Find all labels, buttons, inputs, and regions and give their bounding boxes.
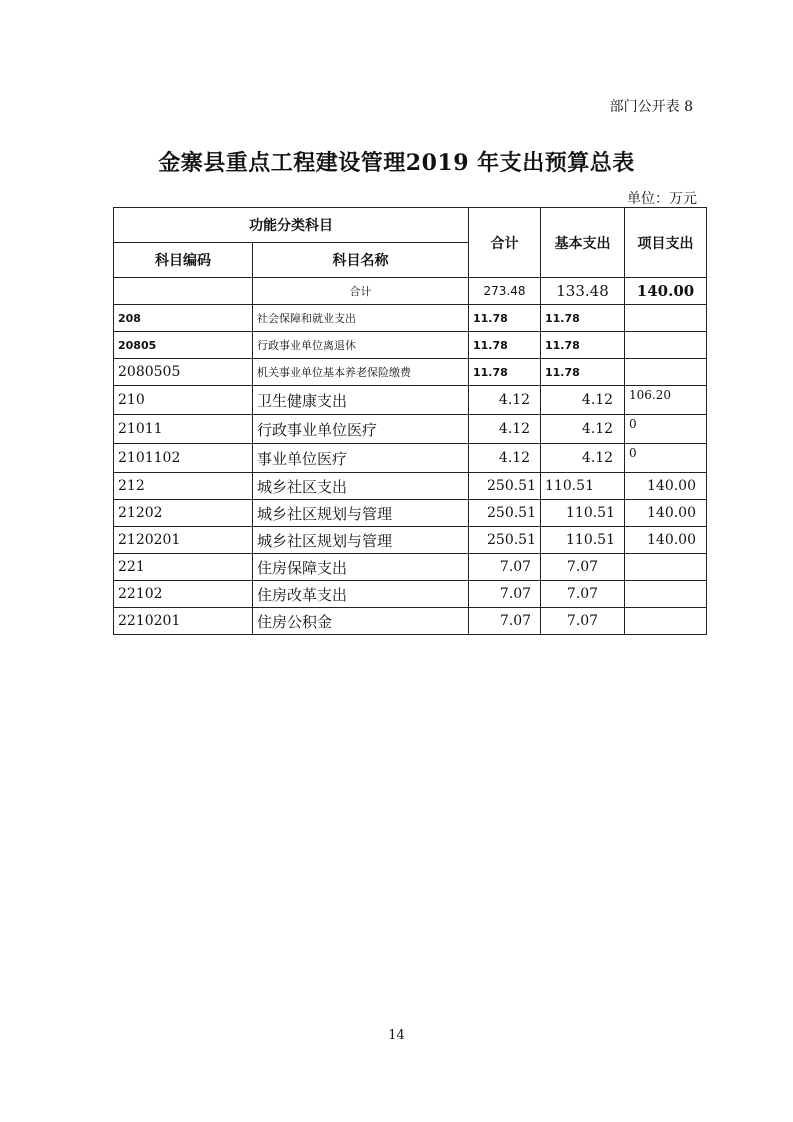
basic-cell: 110.51 xyxy=(541,473,625,500)
header-name: 科目名称 xyxy=(253,243,469,278)
project-cell: 140.00 xyxy=(625,473,707,500)
total-cell: 4.12 xyxy=(469,444,541,473)
total-cell: 7.07 xyxy=(469,554,541,581)
name-cell: 住房保障支出 xyxy=(253,554,469,581)
project-cell xyxy=(625,554,707,581)
code-cell: 2101102 xyxy=(114,444,253,473)
total-cell: 11.78 xyxy=(469,332,541,359)
table-row xyxy=(114,359,707,386)
code-cell: 2120201 xyxy=(114,527,253,554)
name-cell: 行政事业单位离退休 xyxy=(253,332,469,359)
table-row xyxy=(114,305,707,332)
code-cell: 2210201 xyxy=(114,608,253,635)
table-row xyxy=(114,444,707,473)
basic-cell: 7.07 xyxy=(541,608,625,635)
code-cell: 2080505 xyxy=(114,359,253,386)
basic-cell: 4.12 xyxy=(541,415,625,444)
header-basic: 基本支出 xyxy=(541,208,625,278)
total-name-cell: 合计 xyxy=(253,278,469,305)
code-cell: 20805 xyxy=(114,332,253,359)
budget-table xyxy=(113,207,707,635)
name-cell: 机关事业单位基本养老保险缴费 xyxy=(253,359,469,386)
project-cell: 140.00 xyxy=(625,527,707,554)
total-cell: 11.78 xyxy=(469,305,541,332)
table-row xyxy=(114,554,707,581)
code-cell: 21011 xyxy=(114,415,253,444)
total-cell: 250.51 xyxy=(469,500,541,527)
code-cell: 212 xyxy=(114,473,253,500)
project-cell: 0 xyxy=(625,415,707,444)
name-cell: 住房公积金 xyxy=(253,608,469,635)
total-code-cell xyxy=(114,278,253,305)
header-code: 科目编码 xyxy=(114,243,253,278)
total-project-cell: 140.00 xyxy=(625,278,707,305)
name-cell: 住房改革支出 xyxy=(253,581,469,608)
name-cell: 城乡社区规划与管理 xyxy=(253,527,469,554)
basic-cell: 4.12 xyxy=(541,444,625,473)
total-cell: 250.51 xyxy=(469,473,541,500)
total-cell: 7.07 xyxy=(469,581,541,608)
table-row xyxy=(114,581,707,608)
project-cell xyxy=(625,305,707,332)
total-cell: 7.07 xyxy=(469,608,541,635)
total-cell: 11.78 xyxy=(469,359,541,386)
basic-cell: 110.51 xyxy=(541,527,625,554)
table-row xyxy=(114,332,707,359)
total-cell: 4.12 xyxy=(469,415,541,444)
code-cell: 208 xyxy=(114,305,253,332)
header-function-category: 功能分类科目 xyxy=(114,208,469,243)
basic-cell: 11.78 xyxy=(541,305,625,332)
table-number-label: 部门公开表 8 xyxy=(609,99,693,115)
total-basic-cell: 133.48 xyxy=(541,278,625,305)
table-row xyxy=(114,500,707,527)
basic-cell: 4.12 xyxy=(541,386,625,415)
project-cell xyxy=(625,332,707,359)
basic-cell: 7.07 xyxy=(541,581,625,608)
code-cell: 221 xyxy=(114,554,253,581)
name-cell: 城乡社区支出 xyxy=(253,473,469,500)
project-cell xyxy=(625,581,707,608)
basic-cell: 110.51 xyxy=(541,500,625,527)
table-row-total xyxy=(114,278,707,305)
name-cell: 城乡社区规划与管理 xyxy=(253,500,469,527)
total-cell: 4.12 xyxy=(469,386,541,415)
table-row xyxy=(114,527,707,554)
table-row xyxy=(114,608,707,635)
project-cell: 0 xyxy=(625,444,707,473)
code-cell: 210 xyxy=(114,386,253,415)
table-row xyxy=(114,386,707,415)
project-cell: 140.00 xyxy=(625,500,707,527)
code-cell: 22102 xyxy=(114,581,253,608)
project-cell: 106.20 xyxy=(625,386,707,415)
table-row xyxy=(114,415,707,444)
name-cell: 卫生健康支出 xyxy=(253,386,469,415)
header-project: 项目支出 xyxy=(625,208,707,278)
table-row xyxy=(114,473,707,500)
name-cell: 事业单位医疗 xyxy=(253,444,469,473)
name-cell: 社会保障和就业支出 xyxy=(253,305,469,332)
code-cell: 21202 xyxy=(114,500,253,527)
total-cell: 250.51 xyxy=(469,527,541,554)
basic-cell: 11.78 xyxy=(541,332,625,359)
page-number: 14 xyxy=(388,1028,405,1043)
basic-cell: 11.78 xyxy=(541,359,625,386)
page-title: 金寨县重点工程建设管理2019 年支出预算总表 xyxy=(158,150,635,176)
unit-label: 单位：万元 xyxy=(627,191,697,207)
project-cell xyxy=(625,608,707,635)
header-total: 合计 xyxy=(469,208,541,278)
name-cell: 行政事业单位医疗 xyxy=(253,415,469,444)
basic-cell: 7.07 xyxy=(541,554,625,581)
project-cell xyxy=(625,359,707,386)
total-total-cell: 273.48 xyxy=(469,278,541,305)
